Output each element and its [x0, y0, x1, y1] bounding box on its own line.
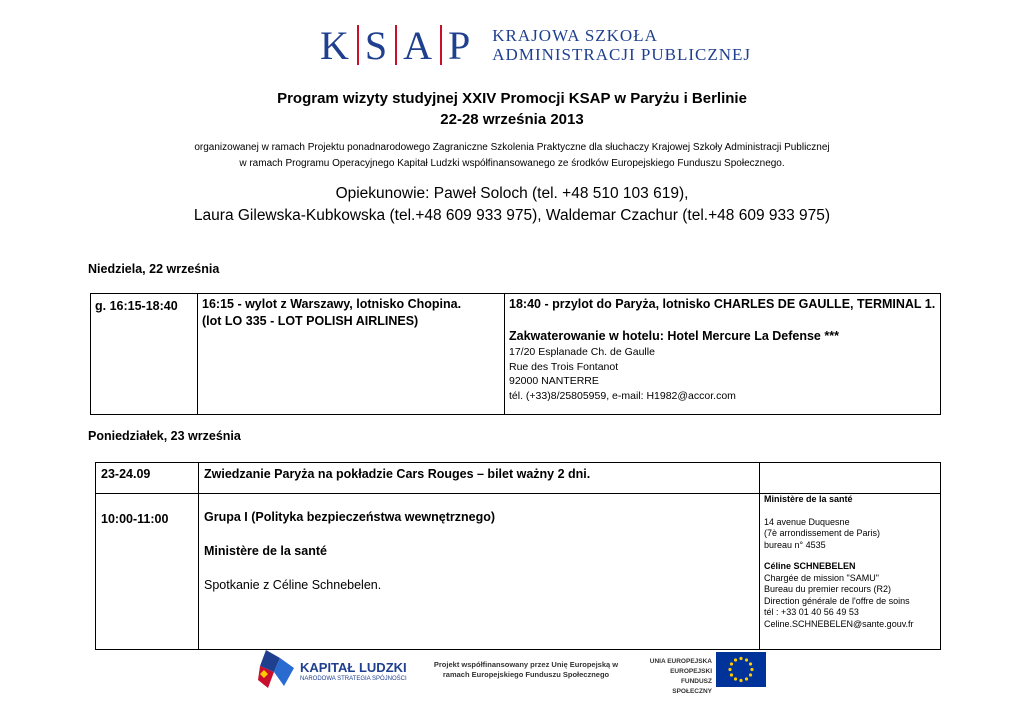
day1-table — [90, 293, 941, 415]
day2-heading: Poniedziałek, 23 września — [88, 429, 241, 443]
kl-title: KAPITAŁ LUDZKI — [300, 660, 407, 675]
day1-departure-cell — [198, 294, 505, 415]
info-title: Ministère de la santé — [764, 494, 853, 504]
logo-separator — [440, 25, 442, 65]
intro-line2: w ramach Programu Operacyjnego Kapitał Ludzki współfinansowanego ze środków Europejskiego Funduszu Społecznego. — [239, 158, 785, 169]
eu-star — [730, 673, 733, 676]
table-row — [96, 463, 941, 494]
kapital-ludzki-emblem — [256, 646, 296, 692]
logo-letter-s: S — [364, 22, 390, 68]
day1-address3: 92000 NANTERRE — [509, 375, 599, 387]
day1-contact: tél. (+33)8/25805959, e-mail: H1982@accor.com — [509, 389, 736, 402]
info-role3: Direction générale de l'offre de soins — [764, 595, 910, 606]
page-title: Program wizyty studyjnej XXIV Promocji KSAP w Paryżu i Berlinie — [277, 90, 747, 107]
opiekunowie-line2: Laura Gilewska-Kubkowska (tel.+48 609 933 975), Waldemar Czachur (tel.+48 609 933 975) — [193, 207, 831, 224]
info-name: Céline SCHNEBELEN — [764, 561, 856, 571]
day1-time-cell — [91, 294, 198, 415]
eu-star — [745, 658, 748, 661]
day2-row1-empty-cell — [760, 463, 941, 494]
ksap-letters — [320, 22, 472, 69]
kl-subtitle: NARODOWA STRATEGIA SPÓJNOŚCI — [300, 676, 407, 682]
info-addr1: 14 avenue Duquesne — [764, 516, 850, 527]
day2-row2-info-cell — [760, 494, 941, 650]
intro-line1: organizowanej w ramach Projektu ponadnarodowego Zagraniczne Szkolenia Praktyczne dla słuchaczy Krajowej Szkoły Administracji Publicznej — [194, 142, 830, 153]
ksap-name-line2: ADMINISTRACJI PUBLICZNEJ — [492, 45, 751, 64]
day2-row2-time: 10:00-11:00 — [101, 512, 169, 526]
day2-row1-time: 23-24.09 — [101, 467, 151, 481]
logo-separator — [395, 25, 397, 65]
info-email: Celine.SCHNEBELEN@sante.gouv.fr — [764, 618, 914, 629]
eu-star — [750, 668, 753, 671]
eu-star — [739, 679, 742, 682]
eu-star — [745, 677, 748, 680]
eu-line2: EUROPEJSKI — [670, 668, 712, 675]
day1-hotel: Zakwaterowanie w hotelu: Hotel Mercure La Defense *** — [509, 329, 839, 343]
opiekunowie-line1: Opiekunowie: Paweł Soloch (tel. +48 510 103 619), — [335, 185, 689, 202]
day1-address1: 17/20 Esplanade Ch. de Gaulle — [509, 346, 655, 358]
ksap-logo — [320, 24, 751, 66]
project-line1: Projekt współfinansowany przez Unię Europejską w — [433, 660, 619, 669]
eu-star — [734, 658, 737, 661]
eu-line3: FUNDUSZ SPOŁECZNY — [672, 678, 712, 695]
eu-flag-icon — [716, 652, 766, 687]
day1-departure-line2: (lot LO 335 - LOT POLISH AIRLINES) — [202, 314, 419, 328]
logo-separator — [357, 25, 359, 65]
day2-row2-place: Ministère de la santé — [204, 544, 327, 558]
ksap-name-line1: KRAJOWA SZKOŁA — [492, 26, 658, 45]
logo-letter-p: P — [448, 22, 473, 68]
day1-time: g. 16:15-18:40 — [95, 299, 178, 313]
logo-letter-a: A — [403, 22, 435, 68]
day2-table — [95, 462, 941, 650]
day1-heading: Niedziela, 22 września — [88, 262, 220, 276]
info-addr2: (7è arrondissement de Paris) — [764, 528, 881, 538]
info-tel: tél : +33 01 40 56 49 53 — [764, 607, 859, 617]
eu-star — [734, 677, 737, 680]
eu-star — [739, 657, 742, 660]
project-cofinanced-note — [426, 660, 626, 680]
day1-departure-line1: 16:15 - wylot z Warszawy, lotnisko Chopina. — [202, 297, 462, 311]
logo-letter-k: K — [320, 22, 351, 68]
eu-star — [749, 673, 752, 676]
day2-row1-time-cell — [96, 463, 199, 494]
day1-arrival-cell — [505, 294, 941, 415]
info-role2: Bureau du premier recours (R2) — [764, 584, 892, 594]
eu-star — [749, 662, 752, 665]
ksap-full-name — [492, 26, 751, 64]
day1-address2: Rue des Trois Fontanot — [509, 360, 619, 373]
day2-row2-time-cell — [96, 494, 199, 650]
info-addr3: bureau n° 4535 — [764, 539, 826, 550]
eu-label — [640, 657, 712, 697]
eu-star — [730, 662, 733, 665]
day2-row1-desc-cell — [199, 463, 760, 494]
day2-row1-desc: Zwiedzanie Paryża na pokładzie Cars Rouges – bilet ważny 2 dni. — [204, 467, 591, 481]
day2-row2-group: Grupa I (Polityka bezpieczeństwa wewnętrznego) — [204, 510, 496, 524]
info-role1: Chargée de mission "SAMU" — [764, 572, 879, 583]
day1-arrival: 18:40 - przylot do Paryża, lotnisko CHARLES DE GAULLE, TERMINAL 1. — [509, 297, 936, 311]
page-subtitle-dates: 22-28 września 2013 — [440, 111, 584, 128]
table-row — [91, 294, 941, 415]
eu-line1: UNIA EUROPEJSKA — [649, 658, 712, 665]
table-row — [96, 494, 941, 650]
eu-star — [728, 668, 731, 671]
day2-row2-meeting: Spotkanie z Céline Schnebelen. — [204, 578, 382, 592]
day2-row2-desc-cell — [199, 494, 760, 650]
project-line2: ramach Europejskiego Funduszu Społecznego — [442, 670, 610, 679]
